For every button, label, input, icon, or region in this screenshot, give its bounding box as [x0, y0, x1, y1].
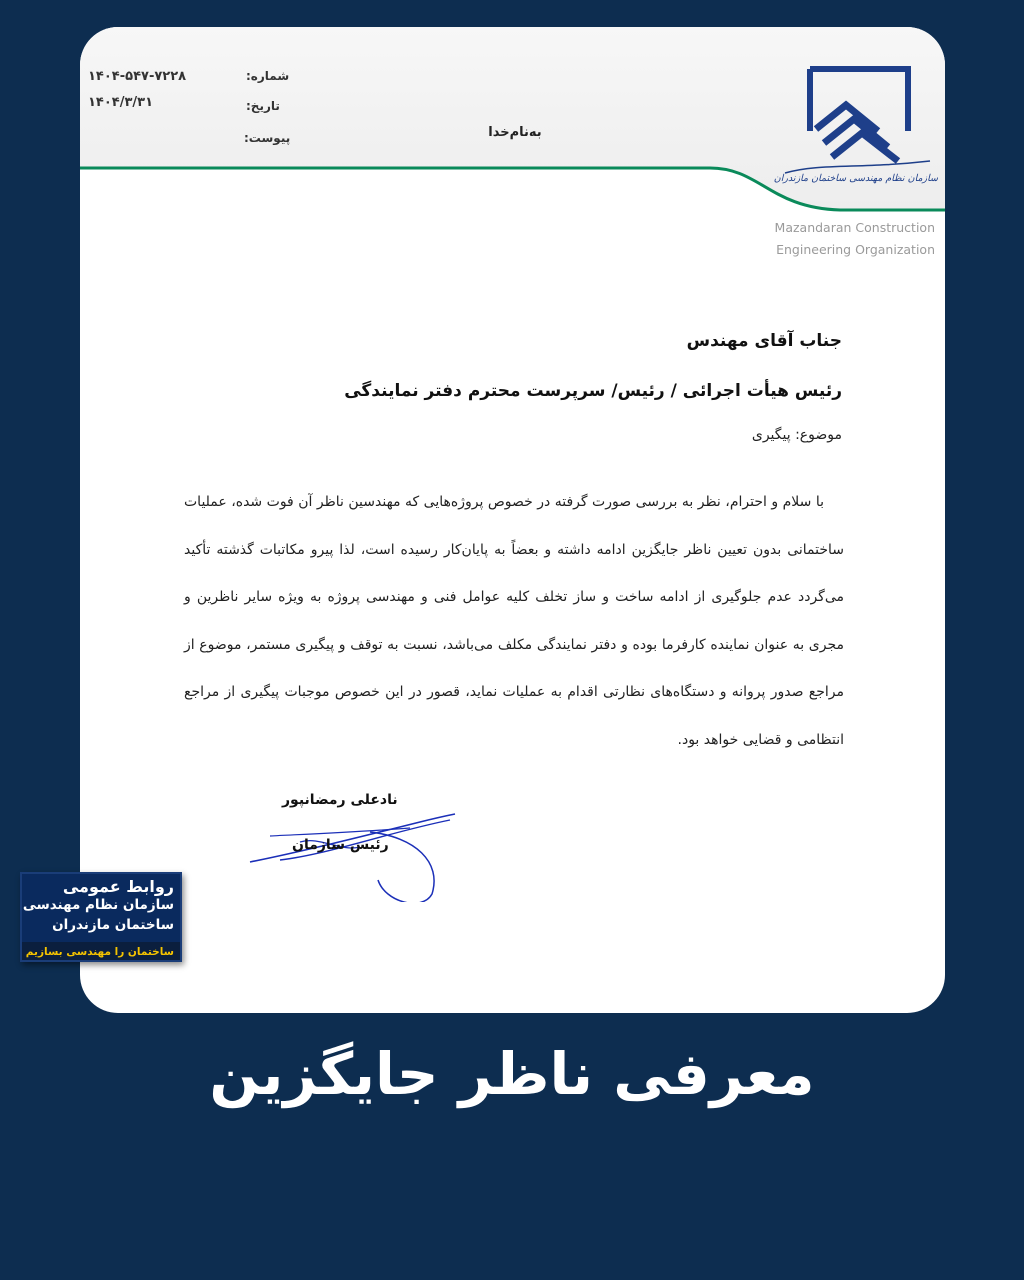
attachment-label: پیوست:: [244, 131, 291, 145]
addressee-line2: رئیس هیأت اجرائی / رئیس/ سرپرست محترم دفتر نمایندگی: [344, 381, 842, 401]
org-name-en-line1: Mazandaran Construction: [774, 220, 935, 235]
number-label: شماره:: [246, 69, 290, 83]
bismillah: به‌نام‌خدا: [488, 125, 542, 140]
org-name-en-line2: Engineering Organization: [776, 242, 935, 257]
date-label: تاریخ:: [246, 99, 280, 113]
letter-body: با سلام و احترام، نظر به بررسی صورت گرفته در خصوص پروژه‌هایی که مهندسین ناظر آن فوت شده، عملیات ساختمانی بدون تعیین ناظر جایگزین ادامه داشته و بعضاً به پایان‌کار رسیده است، لذا پیرو مکاتبات گذشته تأکید می‌گردد عدم جلوگیری از ادامه ساخت و ساز تخلف کلیه عوامل فنی و مهندسی پروژه به ویژه سایر ناظرین و مجری به عنوان نماینده کارفرما بوده و دفتر نمایندگی مکلف می‌باشد، نسبت به توقف و پیگیری مستمر، موضوع از مراجع صدور پروانه و دستگاه‌های نظارتی اقدام به عملیات نماید، قصور در این خصوص موجبات پیگیری از مراجع انتظامی و قضایی خواهد بود.: [184, 494, 844, 748]
badge-line1: روابط عمومی: [62, 877, 174, 896]
handwritten-signature: [210, 762, 480, 902]
badge-slogan: ساختمان را مهندسی بسازیم: [25, 946, 174, 958]
org-name-en: [760, 217, 935, 261]
letter-card: [80, 27, 945, 1013]
org-name-fa: سازمان نظام مهندسی ساختمان مازندران: [773, 173, 938, 184]
date-value: ۱۴۰۴/۳/۳۱: [88, 95, 154, 110]
badge-line3: ساختمان مازندران: [52, 917, 174, 933]
public-relations-badge: [20, 872, 182, 962]
addressee-line1: جناب آقای مهندس: [686, 331, 842, 351]
signature-block: [210, 762, 480, 902]
headline: معرفی ناظر جایگزین: [209, 1040, 815, 1108]
subject: موضوع: پیگیری: [751, 427, 842, 443]
signer-title: رئیس سازمان: [292, 837, 389, 853]
building-logo-icon: [773, 61, 940, 191]
signer-name: نادعلی رمضانپور: [282, 792, 398, 808]
number-value: ۱۴۰۴-۵۴۷-۷۲۲۸: [88, 69, 187, 84]
badge-line2: سازمان نظام مهندسی: [22, 897, 174, 913]
organization-logo: [773, 61, 940, 195]
